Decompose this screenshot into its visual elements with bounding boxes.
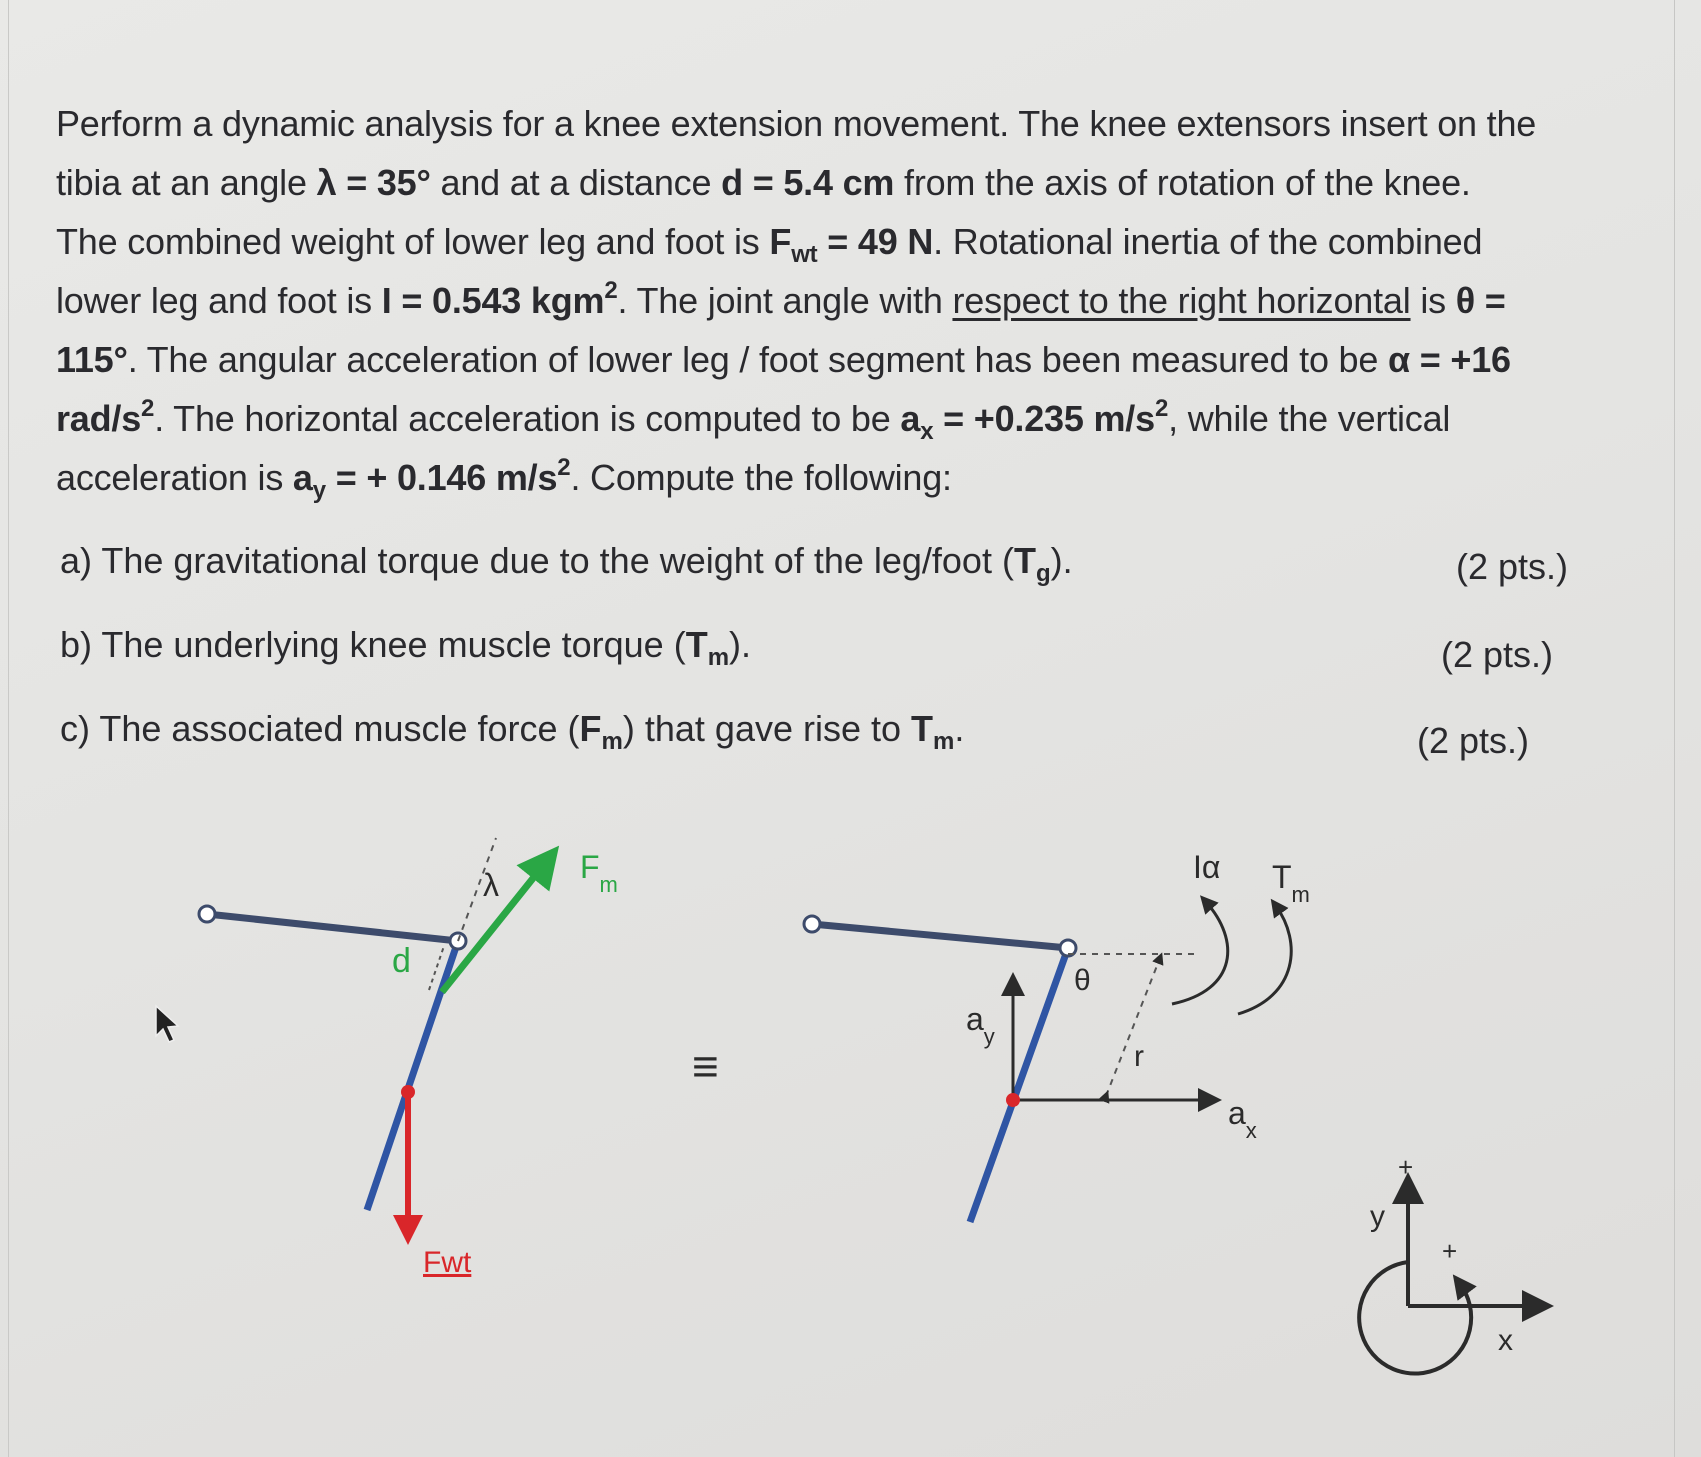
question-a: a) The gravitational torque due to the weight of the leg/foot $(T_g)$.: [60, 540, 1073, 587]
text-run: Perform a dynamic analysis for a knee extension movement. The knee extensors insert on the: [56, 103, 1537, 144]
fm-label: $F_m$: [580, 849, 618, 897]
text-run: . The horizontal acceleration is computed to be: [154, 398, 901, 439]
plus-rotation-label: +: [1442, 1236, 1458, 1266]
text-run: The combined weight of lower leg and foot is: [56, 221, 770, 262]
x-label: x: [1498, 1324, 1513, 1357]
ax-value: $a_x = +0.235$ $m/s^2$: [900, 395, 1169, 445]
center-of-mass-point: [401, 1085, 415, 1099]
tibia-segment: [970, 948, 1068, 1222]
free-body-diagram-right: [804, 849, 1310, 1222]
question-b-points: (2 pts.): [1441, 634, 1554, 675]
y-label: y: [1370, 1200, 1385, 1233]
text-run: , while the vertical: [1168, 398, 1451, 439]
tm-label: $T_m$: [1272, 859, 1310, 907]
question-a-points: (2 pts.): [1456, 546, 1569, 587]
coordinate-system: [1359, 1152, 1538, 1374]
distance-value: d = 5.4 cm: [721, 162, 895, 203]
theta-value: 115°: [56, 339, 128, 380]
text-run: . The angular acceleration of lower leg / foot segment has been measured to be: [127, 339, 1389, 380]
thigh-segment: [207, 914, 458, 941]
theta-label: θ: [1074, 964, 1091, 997]
text-run: tibia at an angle: [56, 162, 317, 203]
ialpha-label: Iα: [1193, 849, 1221, 885]
alpha-value: α = +16: [1388, 339, 1511, 380]
ay-value: $a_y$ = + 0.146 $m/s^2$: [292, 454, 571, 504]
d-label: d: [392, 942, 411, 980]
equivalence-symbol: ≡: [692, 1040, 719, 1092]
underlined-phrase: respect to the right horizontal: [952, 280, 1411, 321]
tibia-segment: [367, 941, 458, 1210]
question-b: b) The underlying knee muscle torque $(T_m)$.: [60, 624, 752, 671]
text-run: . Compute the following:: [570, 457, 952, 498]
question-c-points: (2 pts.): [1417, 720, 1530, 761]
free-body-diagram-left: [199, 838, 618, 1279]
text-run: . The joint angle with: [617, 280, 953, 321]
text-run: is: [1410, 280, 1456, 321]
text-run: and at a distance: [430, 162, 722, 203]
mouse-cursor-icon: [156, 1006, 178, 1042]
text-run: acceleration is: [56, 457, 293, 498]
inertia-value: I = 0.543 kgm$^2$: [381, 277, 618, 321]
text-run: lower leg and foot is: [56, 280, 382, 321]
lambda-label: λ: [483, 867, 499, 903]
radius-r-line: [1106, 958, 1160, 1096]
ax-label: $a_x$: [1228, 1095, 1257, 1143]
center-of-mass-point: [1006, 1093, 1020, 1107]
fwt-label: Fwt: [423, 1246, 472, 1279]
plus-y-label: +: [1398, 1152, 1414, 1182]
lambda-value: λ = 35°: [316, 162, 431, 203]
r-label: r: [1134, 1040, 1144, 1073]
positive-rotation-arrow: [1359, 1262, 1471, 1374]
tm-arc-arrow: [1238, 906, 1291, 1014]
alpha-unit: rad/$s^2$: [56, 395, 155, 439]
hip-joint: [804, 916, 820, 932]
question-c: c) The associated muscle force $(F_m)$ that gave rise to $T_m$.: [60, 708, 965, 755]
ay-label: $a_y$: [966, 1001, 995, 1049]
thigh-segment: [812, 924, 1068, 948]
text-run: . Rotational inertia of the combined: [933, 221, 1483, 262]
weight-value: $F_{wt} = 49$ N: [769, 221, 934, 268]
theta-symbol: θ =: [1455, 280, 1506, 321]
hip-joint: [199, 906, 215, 922]
text-run: from the axis of rotation of the knee.: [894, 162, 1471, 203]
